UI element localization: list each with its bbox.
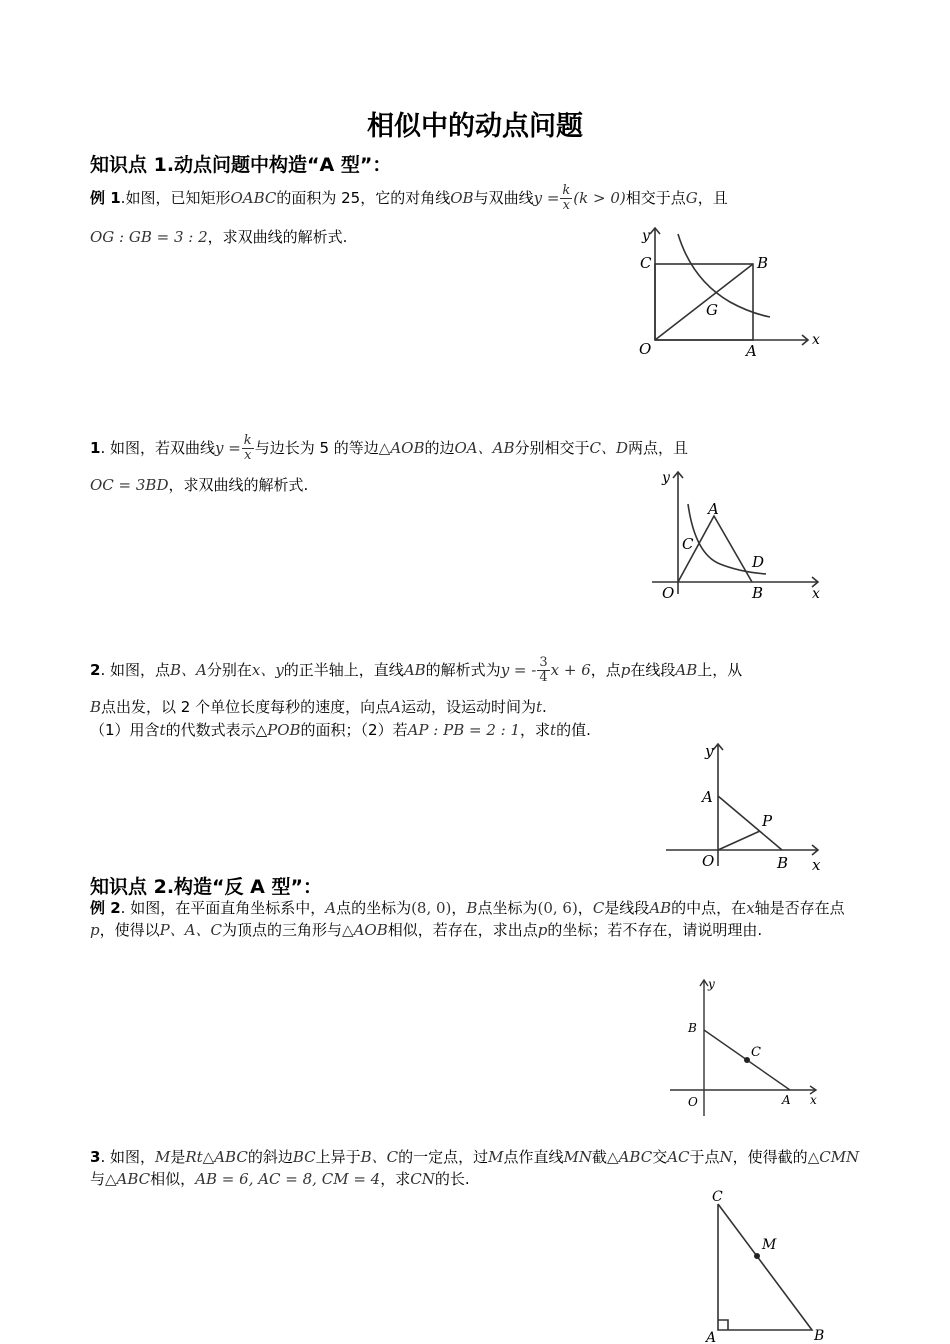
- hyperbola-curve: [678, 234, 770, 317]
- label-b: B: [688, 1021, 697, 1035]
- label-y: y: [705, 742, 714, 760]
- label-a: A: [708, 500, 719, 518]
- label-a: A: [782, 1093, 791, 1107]
- page-title: 相似中的动点问题: [367, 111, 583, 142]
- example2-text: 例 2. 如图，在平面直角坐标系中，A点的坐标为(8, 0)，B点坐标为(0, 6)，C是线段AB的中点，在x轴是否存在点p，使得以P、A、C为顶点的三角形与△AOB相似，若存在，求出点p的坐标；若不存在，请说明理由.: [90, 899, 845, 939]
- label-b: B: [752, 584, 764, 602]
- example1-text: 例 1.如图，已知矩形OABC的面积为 25，它的对角线OB与双曲线y = $\frac{k}{x}$ (k > 0)相交于点G，且: [90, 183, 728, 213]
- label-g: G: [706, 301, 718, 319]
- label-o: O: [639, 340, 652, 358]
- label-d: D: [752, 553, 765, 571]
- label-o: O: [662, 584, 675, 602]
- label-c: C: [712, 1189, 723, 1205]
- section2-heading: 知识点 2.构造“反 A 型”：: [90, 876, 322, 898]
- figure5-right-triangle: [700, 1186, 835, 1344]
- figure3-line-ab: [660, 738, 830, 873]
- label-c: C: [751, 1045, 761, 1060]
- label-o: O: [702, 852, 715, 870]
- label-x: x: [812, 856, 821, 873]
- label-x: x: [810, 1093, 817, 1107]
- triangle-abc: [718, 1204, 812, 1330]
- label-a: A: [702, 788, 713, 806]
- label-a: A: [746, 342, 757, 360]
- label-c: C: [640, 254, 652, 272]
- example1-text-line2: OG : GB = 3 : 2，求双曲线的解析式.: [90, 228, 348, 246]
- right-angle-mark: [718, 1320, 728, 1330]
- label-x: x: [812, 332, 820, 348]
- label-y: y: [662, 470, 670, 486]
- label-a: A: [706, 1330, 717, 1344]
- label-y: y: [708, 977, 715, 991]
- diagonal-ob: [655, 264, 753, 340]
- label-o: O: [688, 1095, 698, 1109]
- problem3-text: 3. 如图，M是Rt△ABC的斜边BC上异于B、C的一定点，过M点作直线MN截△ABC交AC于点N，使得截的△CMN与△ABC相似，AB = 6, AC = 8, CM = 4，求CN的长.: [90, 1148, 860, 1188]
- figure1-rectangle-hyperbola: [630, 222, 830, 362]
- label-b: B: [814, 1328, 825, 1344]
- label-y: y: [642, 228, 650, 244]
- problem2-text-line2: B点出发，以 2 个单位长度每秒的速度，向点A运动，设运动时间为t.: [90, 698, 547, 716]
- problem1-text: 1. 如图，若双曲线y = $\frac{k}{x}$ 与边长为 5 的等边△AOB的边OA、AB分别相交于C、D两点，且: [90, 433, 689, 463]
- label-c: C: [682, 535, 694, 553]
- label-x: x: [812, 586, 820, 602]
- figure4-midpoint: [666, 974, 826, 1119]
- figure2-equilateral-hyperbola: [640, 464, 830, 604]
- problem1-text-line2: OC = 3BD，求双曲线的解析式.: [90, 476, 309, 494]
- label-m: M: [762, 1237, 777, 1253]
- section1-heading: 知识点 1.动点问题中构造“A 型”：: [90, 154, 392, 176]
- segment-op: [718, 831, 760, 850]
- problem2-text: 2. 如图，点B、A分别在x、y的正半轴上，直线AB的解析式为y = - $\frac{3}{4}$ x + 6，点p在线段AB上，从: [90, 655, 743, 685]
- point-c: [744, 1057, 750, 1063]
- label-p: P: [762, 812, 773, 830]
- label-b: B: [757, 254, 769, 272]
- point-m: [754, 1253, 760, 1259]
- label-b: B: [777, 854, 789, 872]
- line-ab: [718, 796, 782, 850]
- problem2-questions: （1）用含t的代数式表示△POB的面积；（2）若AP : PB = 2 : 1，求t的值.: [90, 721, 591, 739]
